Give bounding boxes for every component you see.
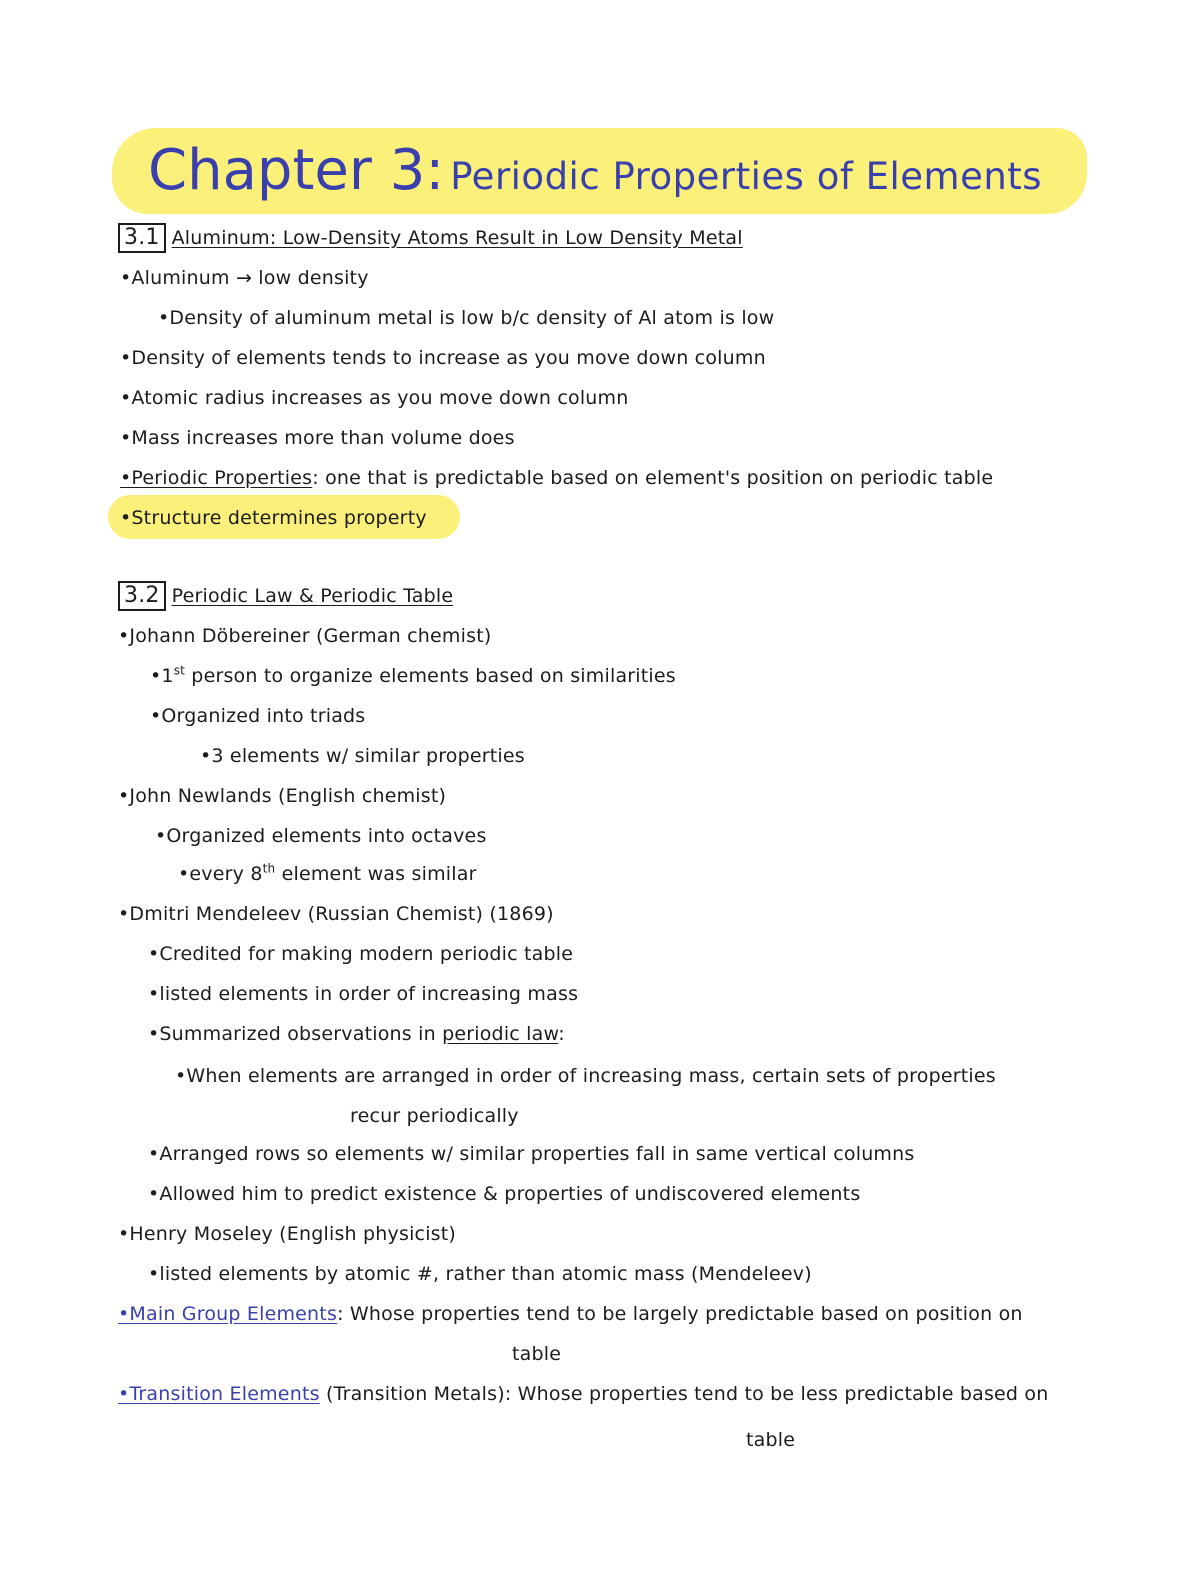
section-3-2-heading [118,581,453,611]
section-number: 3.2 [118,581,166,611]
note-line: •Summarized observations in periodic law: [148,1023,565,1045]
note-line: •1st person to organize elements based on similarities [150,663,676,687]
note-line: •Atomic radius increases as you move down column [120,387,629,409]
note-line: table [512,1343,562,1365]
chapter-name: Periodic Properties of Elements [450,155,1043,198]
section-number: 3.1 [118,223,166,253]
term-periodic-properties: •Periodic Properties [120,467,313,489]
note-line: •Arranged rows so elements w/ similar properties fall in same vertical columns [148,1143,915,1165]
note-line: •Henry Moseley (English physicist) [118,1223,457,1245]
term-periodic-law: periodic law [442,1023,559,1045]
note-line: •Organized into triads [150,705,366,727]
note-line: •Density of elements tends to increase as you move down column [120,347,766,369]
definition-text: : one that is predictable based on element's position on periodic table [312,467,994,489]
term-main-group-elements: •Main Group Elements [118,1303,338,1325]
section-title: Aluminum: Low-Density Atoms Result in Low Density Metal [171,227,743,249]
note-line: •John Newlands (English chemist) [118,785,447,807]
chapter-title [148,128,1042,214]
note-line: •Density of aluminum metal is low b/c density of Al atom is low [158,307,775,329]
structure-line: •Structure determines property [120,507,427,529]
note-line: •Allowed him to predict existence & properties of undiscovered elements [148,1183,861,1205]
note-line: •listed elements in order of increasing mass [148,983,579,1005]
section-3-1-heading [118,223,743,253]
note-line: •3 elements w/ similar properties [200,745,525,767]
note-line: •When elements are arranged in order of increasing mass, certain sets of properties [175,1065,996,1087]
note-line: recur periodically [350,1105,519,1127]
chapter-number: Chapter 3: [148,138,445,203]
section-title: Periodic Law & Periodic Table [171,585,454,607]
note-line: •Credited for making modern periodic table [148,943,574,965]
periodic-properties-definition [120,464,993,492]
transition-elements-definition: •Transition Elements (Transition Metals): Whose properties tend to be less predictable based on [118,1383,1049,1405]
note-line: table [746,1429,796,1451]
note-line: •Organized elements into octaves [155,825,487,847]
note-line: •Mass increases more than volume does [120,427,515,449]
note-line: •Dmitri Mendeleev (Russian Chemist) (1869) [118,903,554,925]
note-line: •Aluminum → low density [120,267,369,289]
note-line: •Johann Döbereiner (German chemist) [118,625,492,647]
term-transition-elements: •Transition Elements [118,1383,320,1405]
main-group-definition: •Main Group Elements: Whose properties tend to be largely predictable based on position on [118,1303,1023,1325]
note-line: •every 8th element was similar [178,861,477,885]
note-line: •listed elements by atomic #, rather than atomic mass (Mendeleev) [148,1263,812,1285]
